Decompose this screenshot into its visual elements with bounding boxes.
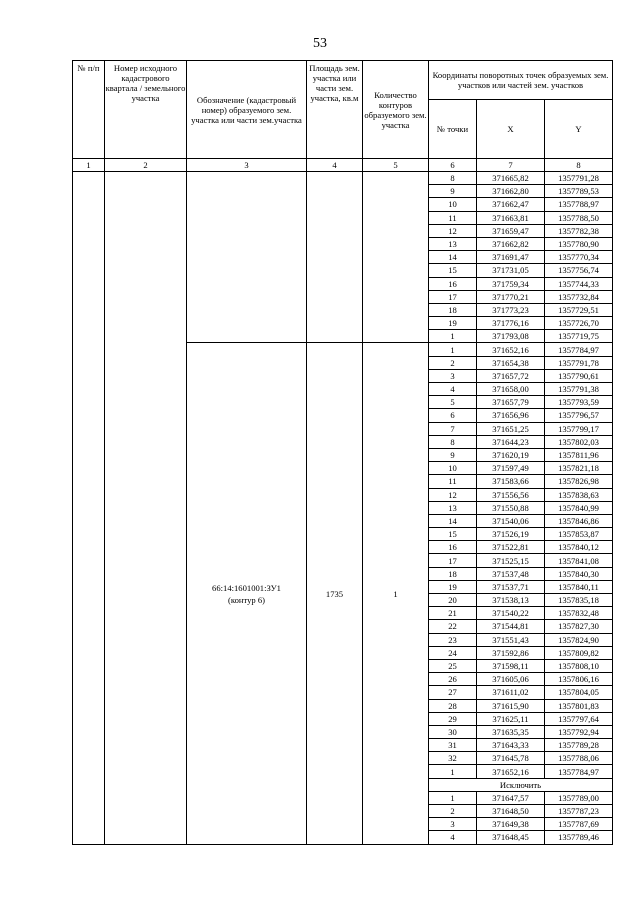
- point-number: 11: [429, 211, 477, 224]
- point-number: 19: [429, 317, 477, 330]
- coord-y: 1357784,97: [545, 765, 613, 778]
- coord-y: 1357789,00: [545, 791, 613, 804]
- point-number: 23: [429, 633, 477, 646]
- coord-y: 1357788,06: [545, 752, 613, 765]
- coord-y: 1357796,57: [545, 409, 613, 422]
- point-number: 21: [429, 607, 477, 620]
- point-number: 11: [429, 475, 477, 488]
- point-number: 10: [429, 462, 477, 475]
- coord-y: 1357804,05: [545, 686, 613, 699]
- coord-x: 371648,50: [477, 805, 545, 818]
- point-number: 5: [429, 396, 477, 409]
- coord-x: 371556,56: [477, 488, 545, 501]
- coord-x: 371659,47: [477, 224, 545, 237]
- coord-x: 371665,82: [477, 172, 545, 185]
- coord-x: 371592,86: [477, 646, 545, 659]
- header-source-quarter: Номер исходного кадастрового квартала / земельного участка: [105, 61, 187, 159]
- coord-x: 371662,80: [477, 185, 545, 198]
- coord-y: 1357801,83: [545, 699, 613, 712]
- exclude-label: Исключить: [429, 778, 613, 791]
- parcel-designation-cell: [187, 343, 307, 844]
- coord-x: 371643,33: [477, 739, 545, 752]
- coord-y: 1357729,51: [545, 303, 613, 316]
- coord-y: 1357853,87: [545, 528, 613, 541]
- coord-y: 1357802,03: [545, 435, 613, 448]
- coord-x: 371770,21: [477, 290, 545, 303]
- point-number: 7: [429, 422, 477, 435]
- coord-x: 371731,05: [477, 264, 545, 277]
- coord-x: 371550,88: [477, 501, 545, 514]
- point-number: 18: [429, 567, 477, 580]
- coord-x: 371652,16: [477, 343, 545, 356]
- point-number: 3: [429, 818, 477, 831]
- coord-x: 371597,49: [477, 462, 545, 475]
- cell-contours-prev: [363, 172, 429, 343]
- coord-x: 371654,38: [477, 356, 545, 369]
- point-number: 24: [429, 646, 477, 659]
- point-number: 17: [429, 554, 477, 567]
- coord-y: 1357808,10: [545, 659, 613, 672]
- point-number: 29: [429, 712, 477, 725]
- coord-x: 371657,79: [477, 396, 545, 409]
- column-number: 7: [477, 159, 545, 172]
- coord-x: 371773,23: [477, 303, 545, 316]
- point-number: 18: [429, 303, 477, 316]
- coord-x: 371793,08: [477, 330, 545, 343]
- point-number: 28: [429, 699, 477, 712]
- point-number: 1: [429, 765, 477, 778]
- column-numbers-row: [73, 159, 613, 172]
- header-contours-count: Количество контуров образуемого зем. участка: [363, 61, 429, 159]
- column-number: 1: [73, 159, 105, 172]
- cell-designation-prev: [187, 172, 307, 343]
- coord-y: 1357756,74: [545, 264, 613, 277]
- coord-x: 371644,23: [477, 435, 545, 448]
- header-area: Площадь зем. участка или части зем. участка, кв.м: [307, 61, 363, 159]
- point-number: 2: [429, 805, 477, 818]
- parcel-contours-count: 1: [363, 343, 429, 844]
- point-number: 1: [429, 330, 477, 343]
- point-number: 17: [429, 290, 477, 303]
- coord-x: 371611,02: [477, 686, 545, 699]
- coord-x: 371648,45: [477, 831, 545, 844]
- coord-x: 371540,06: [477, 514, 545, 527]
- coord-y: 1357744,33: [545, 277, 613, 290]
- coord-y: 1357827,30: [545, 620, 613, 633]
- coord-y: 1357835,18: [545, 594, 613, 607]
- coord-y: 1357832,48: [545, 607, 613, 620]
- point-number: 9: [429, 448, 477, 461]
- coordinates-table: [72, 60, 613, 845]
- coord-y: 1357790,61: [545, 369, 613, 382]
- coord-x: 371526,19: [477, 528, 545, 541]
- coord-y: 1357840,99: [545, 501, 613, 514]
- coord-y: 1357782,38: [545, 224, 613, 237]
- point-number: 10: [429, 198, 477, 211]
- coord-y: 1357719,75: [545, 330, 613, 343]
- point-number: 8: [429, 172, 477, 185]
- coord-x: 371656,96: [477, 409, 545, 422]
- cell-source-quarter-empty: [105, 172, 187, 845]
- point-number: 30: [429, 725, 477, 738]
- coord-x: 371647,57: [477, 791, 545, 804]
- coord-x: 371522,81: [477, 541, 545, 554]
- header-designation: Обозначение (кадастровый номер) образуемого зем. участка или части зем.участка: [187, 61, 307, 159]
- header-point-number: № точки: [429, 100, 477, 159]
- coord-y: 1357732,84: [545, 290, 613, 303]
- coord-y: 1357787,69: [545, 818, 613, 831]
- coord-y: 1357799,17: [545, 422, 613, 435]
- header-row-number: № п/п: [73, 61, 105, 159]
- table-row: [73, 172, 613, 185]
- column-number: 4: [307, 159, 363, 172]
- column-number: 6: [429, 159, 477, 172]
- coord-x: 371658,00: [477, 383, 545, 396]
- coord-y: 1357791,78: [545, 356, 613, 369]
- column-number: 2: [105, 159, 187, 172]
- coord-y: 1357791,28: [545, 172, 613, 185]
- point-number: 8: [429, 435, 477, 448]
- coord-x: 371598,11: [477, 659, 545, 672]
- point-number: 12: [429, 488, 477, 501]
- coord-y: 1357789,46: [545, 831, 613, 844]
- coord-y: 1357838,63: [545, 488, 613, 501]
- header-coordinates-group: Координаты поворотных точек образуемых зем. участков или частей зем. участков: [429, 61, 613, 100]
- point-number: 2: [429, 356, 477, 369]
- point-number: 15: [429, 264, 477, 277]
- point-number: 13: [429, 501, 477, 514]
- coord-y: 1357726,70: [545, 317, 613, 330]
- coord-x: 371605,06: [477, 673, 545, 686]
- coord-y: 1357792,94: [545, 725, 613, 738]
- coord-x: 371651,25: [477, 422, 545, 435]
- coord-x: 371625,11: [477, 712, 545, 725]
- coord-y: 1357788,97: [545, 198, 613, 211]
- point-number: 14: [429, 251, 477, 264]
- coord-y: 1357824,90: [545, 633, 613, 646]
- point-number: 9: [429, 185, 477, 198]
- coord-y: 1357809,82: [545, 646, 613, 659]
- point-number: 32: [429, 752, 477, 765]
- column-number: 8: [545, 159, 613, 172]
- parcel-area: 1735: [307, 343, 363, 844]
- coord-y: 1357788,50: [545, 211, 613, 224]
- coord-x: 371540,22: [477, 607, 545, 620]
- coord-x: 371551,43: [477, 633, 545, 646]
- coord-y: 1357793,59: [545, 396, 613, 409]
- coord-x: 371759,34: [477, 277, 545, 290]
- coord-y: 1357821,18: [545, 462, 613, 475]
- cell-row-number-empty: [73, 172, 105, 845]
- coord-x: 371620,19: [477, 448, 545, 461]
- coord-y: 1357797,64: [545, 712, 613, 725]
- coord-x: 371544,81: [477, 620, 545, 633]
- coord-y: 1357826,98: [545, 475, 613, 488]
- point-number: 14: [429, 514, 477, 527]
- coord-y: 1357784,97: [545, 343, 613, 356]
- point-number: 15: [429, 528, 477, 541]
- point-number: 20: [429, 594, 477, 607]
- coord-y: 1357789,28: [545, 739, 613, 752]
- coord-y: 1357841,08: [545, 554, 613, 567]
- coord-x: 371615,90: [477, 699, 545, 712]
- point-number: 26: [429, 673, 477, 686]
- header-x: X: [477, 100, 545, 159]
- coord-x: 371652,16: [477, 765, 545, 778]
- column-number: 5: [363, 159, 429, 172]
- point-number: 6: [429, 409, 477, 422]
- parcel-designation: 66:14:1601001:ЗУ1: [212, 582, 281, 593]
- coord-x: 371525,15: [477, 554, 545, 567]
- coord-x: 371645,78: [477, 752, 545, 765]
- coord-x: 371538,13: [477, 594, 545, 607]
- coord-y: 1357787,23: [545, 805, 613, 818]
- point-number: 31: [429, 739, 477, 752]
- parcel-contour-label: (контур 6): [227, 594, 266, 605]
- coord-x: 371662,47: [477, 198, 545, 211]
- point-number: 12: [429, 224, 477, 237]
- coord-x: 371776,16: [477, 317, 545, 330]
- point-number: 16: [429, 277, 477, 290]
- header-y: Y: [545, 100, 613, 159]
- point-number: 1: [429, 343, 477, 356]
- coord-y: 1357846,86: [545, 514, 613, 527]
- point-number: 4: [429, 383, 477, 396]
- coord-y: 1357811,96: [545, 448, 613, 461]
- coord-x: 371663,81: [477, 211, 545, 224]
- point-number: 22: [429, 620, 477, 633]
- coord-x: 371635,35: [477, 725, 545, 738]
- point-number: 16: [429, 541, 477, 554]
- point-number: 19: [429, 580, 477, 593]
- coord-y: 1357789,53: [545, 185, 613, 198]
- coord-x: 371583,66: [477, 475, 545, 488]
- cell-area-prev: [307, 172, 363, 343]
- coord-x: 371537,48: [477, 567, 545, 580]
- coord-x: 371657,72: [477, 369, 545, 382]
- coord-x: 371662,82: [477, 237, 545, 250]
- column-number: 3: [187, 159, 307, 172]
- coord-y: 1357791,38: [545, 383, 613, 396]
- coord-x: 371649,38: [477, 818, 545, 831]
- coord-y: 1357840,30: [545, 567, 613, 580]
- page-number: 53: [313, 36, 327, 51]
- coord-y: 1357840,11: [545, 580, 613, 593]
- point-number: 3: [429, 369, 477, 382]
- coord-y: 1357806,16: [545, 673, 613, 686]
- point-number: 13: [429, 237, 477, 250]
- coord-y: 1357780,90: [545, 237, 613, 250]
- point-number: 1: [429, 791, 477, 804]
- coord-x: 371537,71: [477, 580, 545, 593]
- point-number: 4: [429, 831, 477, 844]
- point-number: 25: [429, 659, 477, 672]
- coord-y: 1357840,12: [545, 541, 613, 554]
- coord-y: 1357770,34: [545, 251, 613, 264]
- coord-x: 371691,47: [477, 251, 545, 264]
- point-number: 27: [429, 686, 477, 699]
